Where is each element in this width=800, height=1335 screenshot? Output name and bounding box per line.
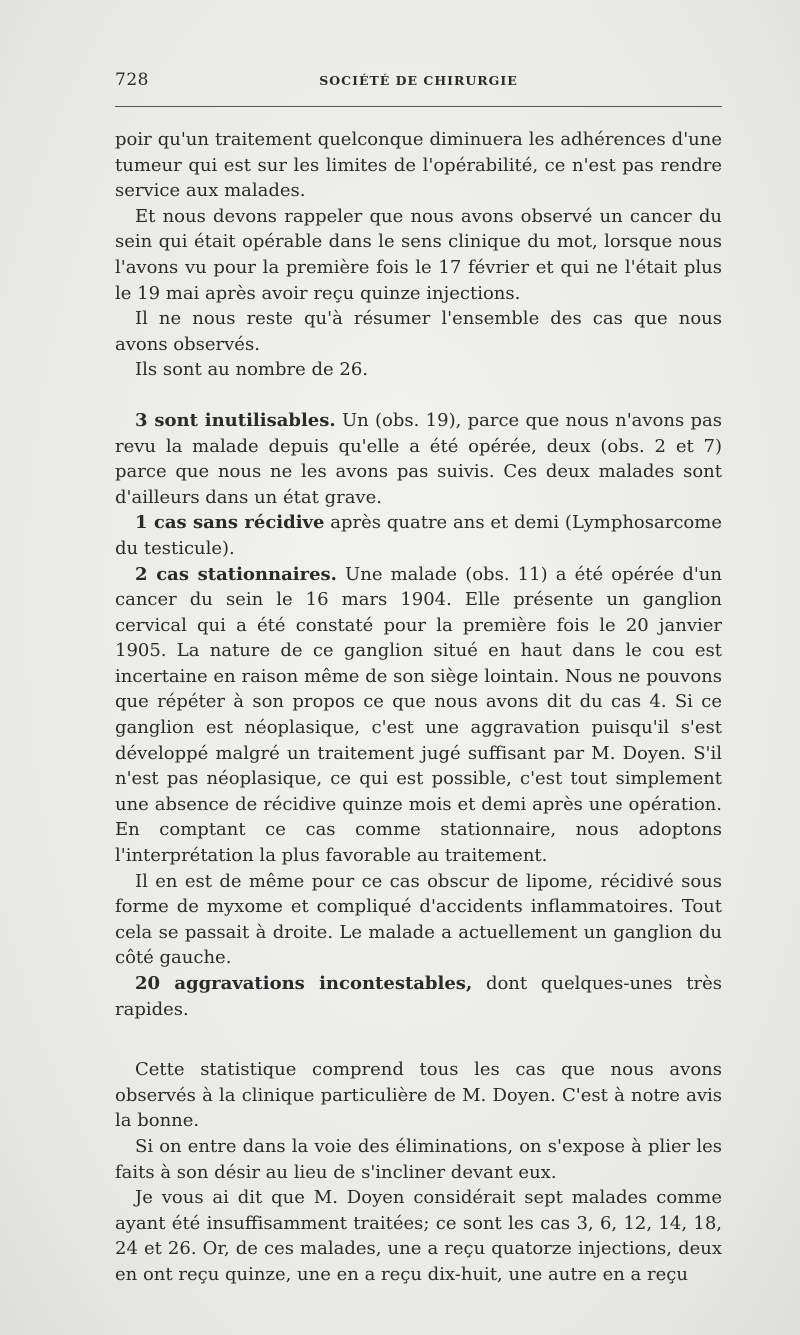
- paragraph: Si on entre dans la voie des éliminations, on s'expose à plier les faits à son désir au lieu de s'incliner devant eux.: [115, 1135, 722, 1183]
- paragraph: poir qu'un traitement quelconque diminuera les adhérences d'une tumeur qui est sur les limites de l'opérabilité, ce n'est pas rendre service aux malades.: [115, 129, 722, 202]
- paragraph: Cette statistique comprend tous les cas que nous avons observés à la clinique particulière de M. Doyen. C'est à notre avis la bonne.: [115, 1059, 722, 1132]
- paragraph: Je vous ai dit que M. Doyen considérait sept malades comme ayant été insuffisamment traitées; ce sont les cas 3, 6, 12, 14, 18, 24 et 26. Or, de ces malades, une a reçu quatorze injections, deux en ont reçu quinze, une en a reçu dix-huit, une autre en a reçu: [115, 1187, 722, 1285]
- bold-lead: 3 sont inutilisables.: [135, 409, 336, 431]
- page-header: [115, 70, 722, 94]
- paragraph: 2 cas stationnaires. Une malade (obs. 11) a été opérée d'un cancer du sein le 16 mars 1904. Elle présente un ganglion cervical qui a été constaté pour la première fois le 20 janvier 1905. La nature de ce ganglion situé en haut dans le cou est incertaine en raison même de son siège lointain. Nous ne pouvons que répéter à son propos ce que nous avons dit du cas 4. Si ce ganglion est néoplasique, c'est une aggravation puisqu'il s'est développé malgré un traitement jugé suffisant par M. Doyen. S'il n'est pas néoplasique, ce qui est possible, c'est tout simplement une absence de récidive quinze mois et demi après une opération. En comptant ce cas comme stationnaire, nous adoptons l'interprétation la plus favorable au traitement.: [115, 563, 722, 867]
- paragraph: Ils sont au nombre de 26.: [135, 359, 369, 381]
- bold-lead: 2 cas stationnaires.: [135, 563, 337, 585]
- header-rule: [115, 106, 722, 107]
- paragraph: 1 cas sans récidive après quatre ans et demi (Lymphosarcome du testicule).: [115, 512, 722, 559]
- running-title: SOCIÉTÉ DE CHIRURGIE: [319, 73, 518, 88]
- bold-lead: 20 aggravations incontestables,: [135, 973, 473, 994]
- paragraph: 20 aggravations incontestables, dont quelques-unes très rapides.: [115, 973, 723, 1020]
- paragraph: 3 sont inutilisables. Un (obs. 19), parce que nous n'avons pas revu la malade depuis qu'elle a été opérée, deux (obs. 2 et 7) parce que nous ne les avons pas suivis. Ces deux malades sont d'ailleurs dans un état grave.: [115, 409, 723, 508]
- page-body: [115, 127, 722, 1288]
- page-number: 728: [115, 70, 149, 90]
- paragraph: Et nous devons rappeler que nous avons observé un cancer du sein qui était opérable dans le sens clinique du mot, lorsque nous l'avons vu pour la première fois le 17 février et qui ne l'était plus le 19 mai après avoir reçu quinze injections.: [115, 205, 722, 304]
- paragraph: Il ne nous reste qu'à résumer l'ensemble des cas que nous avons observés.: [115, 308, 722, 355]
- bold-lead: 1 cas sans récidive: [135, 512, 325, 534]
- paragraph: Il en est de même pour ce cas obscur de lipome, récidivé sous forme de myxome et compliqué d'accidents inflammatoires. Tout cela se passait à droite. Le malade a actuellement un ganglion du côté gauche.: [115, 870, 722, 969]
